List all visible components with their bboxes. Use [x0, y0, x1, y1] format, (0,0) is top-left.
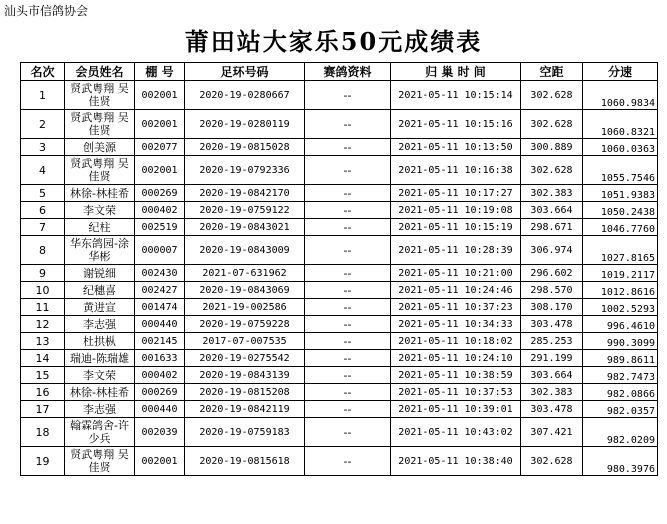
table-row: [21, 333, 658, 350]
distance-cell: 285.253: [521, 333, 583, 350]
ring-number-cell: 2020-19-0843139: [185, 367, 305, 384]
rank-cell: 13: [21, 333, 65, 350]
pigeon-info-cell: --: [305, 316, 391, 333]
distance-cell: 303.664: [521, 202, 583, 219]
page-title: 莆田站大家乐50元成绩表: [184, 27, 483, 56]
member-name-cell: 李文荣: [65, 367, 135, 384]
ring-number-cell: 2020-19-0843069: [185, 282, 305, 299]
member-name-cell: 李志强: [65, 401, 135, 418]
member-name-cell: 贤武粤翔 吴佳贤: [65, 110, 135, 139]
header-speed: 分速: [583, 63, 658, 81]
speed-cell: 1002.5293: [583, 299, 658, 316]
ring-number-cell: 2020-19-0275542: [185, 350, 305, 367]
ring-number-cell: 2020-19-0842170: [185, 185, 305, 202]
ring-number-cell: 2020-19-0815618: [185, 447, 305, 476]
distance-cell: 306.974: [521, 236, 583, 265]
ring-number-cell: 2020-19-0842119: [185, 401, 305, 418]
loft-number-cell: 001633: [135, 350, 185, 367]
header-ring-number: 足环号码: [185, 63, 305, 81]
arrival-time-cell: 2021-05-11 10:38:59: [391, 367, 521, 384]
distance-cell: 302.628: [521, 447, 583, 476]
arrival-time-cell: 2021-05-11 10:24:10: [391, 350, 521, 367]
table-row: [21, 219, 658, 236]
ring-number-cell: 2020-19-0815028: [185, 139, 305, 156]
distance-cell: 307.421: [521, 418, 583, 447]
table-row: [21, 185, 658, 202]
table-row: [21, 401, 658, 418]
rank-cell: 17: [21, 401, 65, 418]
arrival-time-cell: 2021-05-11 10:13:50: [391, 139, 521, 156]
speed-cell: 996.4610: [583, 316, 658, 333]
loft-number-cell: 002039: [135, 418, 185, 447]
arrival-time-cell: 2021-05-11 10:39:01: [391, 401, 521, 418]
arrival-time-cell: 2021-05-11 10:38:40: [391, 447, 521, 476]
arrival-time-cell: 2021-05-11 10:17:27: [391, 185, 521, 202]
ring-number-cell: 2021-19-002586: [185, 299, 305, 316]
distance-cell: 308.170: [521, 299, 583, 316]
rank-cell: 8: [21, 236, 65, 265]
table-row: [21, 282, 658, 299]
loft-number-cell: 002001: [135, 447, 185, 476]
distance-cell: 302.628: [521, 81, 583, 110]
pigeon-info-cell: --: [305, 219, 391, 236]
table-row: [21, 156, 658, 185]
loft-number-cell: 000269: [135, 384, 185, 401]
ring-number-cell: 2021-07-631962: [185, 265, 305, 282]
pigeon-info-cell: --: [305, 418, 391, 447]
pigeon-info-cell: --: [305, 282, 391, 299]
speed-cell: 982.0357: [583, 401, 658, 418]
loft-number-cell: 002430: [135, 265, 185, 282]
results-table: [20, 62, 658, 476]
distance-cell: 302.628: [521, 110, 583, 139]
pigeon-info-cell: --: [305, 139, 391, 156]
member-name-cell: 贤武粤翔 吴佳贤: [65, 156, 135, 185]
loft-number-cell: 002001: [135, 156, 185, 185]
table-row: [21, 350, 658, 367]
speed-cell: 989.8611: [583, 350, 658, 367]
rank-cell: 1: [21, 81, 65, 110]
loft-number-cell: 002001: [135, 110, 185, 139]
organization-name: 汕头市信鸽协会: [4, 4, 89, 18]
rank-cell: 10: [21, 282, 65, 299]
speed-cell: 982.0209: [583, 418, 658, 447]
ring-number-cell: 2020-19-0843009: [185, 236, 305, 265]
member-name-cell: 瑞迪-陈瑞雄: [65, 350, 135, 367]
arrival-time-cell: 2021-05-11 10:34:33: [391, 316, 521, 333]
arrival-time-cell: 2021-05-11 10:37:53: [391, 384, 521, 401]
ring-number-cell: 2020-19-0792336: [185, 156, 305, 185]
loft-number-cell: 002001: [135, 81, 185, 110]
arrival-time-cell: 2021-05-11 10:15:14: [391, 81, 521, 110]
arrival-time-cell: 2021-05-11 10:37:23: [391, 299, 521, 316]
speed-cell: 982.7473: [583, 367, 658, 384]
member-name-cell: 华东鸽园-涂华彬: [65, 236, 135, 265]
member-name-cell: 纪柱: [65, 219, 135, 236]
rank-cell: 19: [21, 447, 65, 476]
rank-cell: 15: [21, 367, 65, 384]
loft-number-cell: 002145: [135, 333, 185, 350]
member-name-cell: 李志强: [65, 316, 135, 333]
pigeon-info-cell: --: [305, 156, 391, 185]
ring-number-cell: 2020-19-0759122: [185, 202, 305, 219]
ring-number-cell: 2020-19-0280667: [185, 81, 305, 110]
arrival-time-cell: 2021-05-11 10:15:16: [391, 110, 521, 139]
ring-number-cell: 2017-07-007535: [185, 333, 305, 350]
rank-cell: 3: [21, 139, 65, 156]
pigeon-info-cell: --: [305, 384, 391, 401]
ring-number-cell: 2020-19-0280119: [185, 110, 305, 139]
loft-number-cell: 002519: [135, 219, 185, 236]
speed-cell: 1046.7760: [583, 219, 658, 236]
ring-number-cell: 2020-19-0843021: [185, 219, 305, 236]
distance-cell: 302.383: [521, 185, 583, 202]
arrival-time-cell: 2021-05-11 10:19:08: [391, 202, 521, 219]
arrival-time-cell: 2021-05-11 10:43:02: [391, 418, 521, 447]
table-row: [21, 447, 658, 476]
speed-cell: 1060.8321: [583, 110, 658, 139]
arrival-time-cell: 2021-05-11 10:18:02: [391, 333, 521, 350]
speed-cell: 1060.9834: [583, 81, 658, 110]
table-row: [21, 81, 658, 110]
loft-number-cell: 000402: [135, 367, 185, 384]
rank-cell: 12: [21, 316, 65, 333]
member-name-cell: 贤武粤翔 吴佳贤: [65, 447, 135, 476]
pigeon-info-cell: --: [305, 110, 391, 139]
member-name-cell: 杜拱枞: [65, 333, 135, 350]
rank-cell: 9: [21, 265, 65, 282]
distance-cell: 298.671: [521, 219, 583, 236]
distance-cell: 298.570: [521, 282, 583, 299]
rank-cell: 14: [21, 350, 65, 367]
member-name-cell: 贤武粤翔 吴佳贤: [65, 81, 135, 110]
table-row: [21, 236, 658, 265]
header-arrival-time: 归 巢 时 间: [391, 63, 521, 81]
rank-cell: 2: [21, 110, 65, 139]
distance-cell: 303.478: [521, 401, 583, 418]
loft-number-cell: 002427: [135, 282, 185, 299]
pigeon-info-cell: --: [305, 447, 391, 476]
pigeon-info-cell: --: [305, 299, 391, 316]
header-loft-number: 棚 号: [135, 63, 185, 81]
speed-cell: 982.0866: [583, 384, 658, 401]
ring-number-cell: 2020-19-0759228: [185, 316, 305, 333]
table-row: [21, 384, 658, 401]
arrival-time-cell: 2021-05-11 10:16:38: [391, 156, 521, 185]
rank-cell: 5: [21, 185, 65, 202]
speed-cell: 1019.2117: [583, 265, 658, 282]
speed-cell: 1051.9383: [583, 185, 658, 202]
table-row: [21, 265, 658, 282]
table-row: [21, 110, 658, 139]
header-rank: 名次: [21, 63, 65, 81]
ring-number-cell: 2020-19-0759183: [185, 418, 305, 447]
loft-number-cell: 000402: [135, 202, 185, 219]
speed-cell: 1027.8165: [583, 236, 658, 265]
speed-cell: 1060.0363: [583, 139, 658, 156]
rank-cell: 7: [21, 219, 65, 236]
loft-number-cell: 000440: [135, 401, 185, 418]
table-row: [21, 139, 658, 156]
pigeon-info-cell: --: [305, 236, 391, 265]
pigeon-info-cell: --: [305, 185, 391, 202]
member-name-cell: 纪穗喜: [65, 282, 135, 299]
pigeon-info-cell: --: [305, 333, 391, 350]
ring-number-cell: 2020-19-0815208: [185, 384, 305, 401]
header-pigeon-info: 赛鸽资料: [305, 63, 391, 81]
table-row: [21, 202, 658, 219]
table-row: [21, 367, 658, 384]
member-name-cell: 李文荣: [65, 202, 135, 219]
pigeon-info-cell: --: [305, 367, 391, 384]
loft-number-cell: 000269: [135, 185, 185, 202]
member-name-cell: 翰霖鸽舍-许少兵: [65, 418, 135, 447]
distance-cell: 302.628: [521, 156, 583, 185]
arrival-time-cell: 2021-05-11 10:24:46: [391, 282, 521, 299]
loft-number-cell: 002077: [135, 139, 185, 156]
header-distance: 空距: [521, 63, 583, 81]
arrival-time-cell: 2021-05-11 10:21:00: [391, 265, 521, 282]
member-name-cell: 黄进宣: [65, 299, 135, 316]
loft-number-cell: 000007: [135, 236, 185, 265]
rank-cell: 6: [21, 202, 65, 219]
arrival-time-cell: 2021-05-11 10:28:39: [391, 236, 521, 265]
rank-cell: 4: [21, 156, 65, 185]
loft-number-cell: 000440: [135, 316, 185, 333]
member-name-cell: 林徐-林桂希: [65, 185, 135, 202]
distance-cell: 303.478: [521, 316, 583, 333]
pigeon-info-cell: --: [305, 202, 391, 219]
table-header-row: [21, 63, 658, 81]
arrival-time-cell: 2021-05-11 10:15:19: [391, 219, 521, 236]
pigeon-info-cell: --: [305, 81, 391, 110]
speed-cell: 1050.2438: [583, 202, 658, 219]
table-row: [21, 418, 658, 447]
loft-number-cell: 001474: [135, 299, 185, 316]
rank-cell: 11: [21, 299, 65, 316]
distance-cell: 296.602: [521, 265, 583, 282]
speed-cell: 1055.7546: [583, 156, 658, 185]
pigeon-info-cell: --: [305, 265, 391, 282]
speed-cell: 990.3099: [583, 333, 658, 350]
member-name-cell: 创美源: [65, 139, 135, 156]
member-name-cell: 谢锐细: [65, 265, 135, 282]
table-row: [21, 299, 658, 316]
rank-cell: 18: [21, 418, 65, 447]
pigeon-info-cell: --: [305, 401, 391, 418]
speed-cell: 1012.8616: [583, 282, 658, 299]
pigeon-info-cell: --: [305, 350, 391, 367]
distance-cell: 303.664: [521, 367, 583, 384]
rank-cell: 16: [21, 384, 65, 401]
speed-cell: 980.3976: [583, 447, 658, 476]
member-name-cell: 林徐-林桂希: [65, 384, 135, 401]
table-row: [21, 316, 658, 333]
distance-cell: 291.199: [521, 350, 583, 367]
distance-cell: 302.383: [521, 384, 583, 401]
distance-cell: 300.889: [521, 139, 583, 156]
header-member-name: 会员姓名: [65, 63, 135, 81]
